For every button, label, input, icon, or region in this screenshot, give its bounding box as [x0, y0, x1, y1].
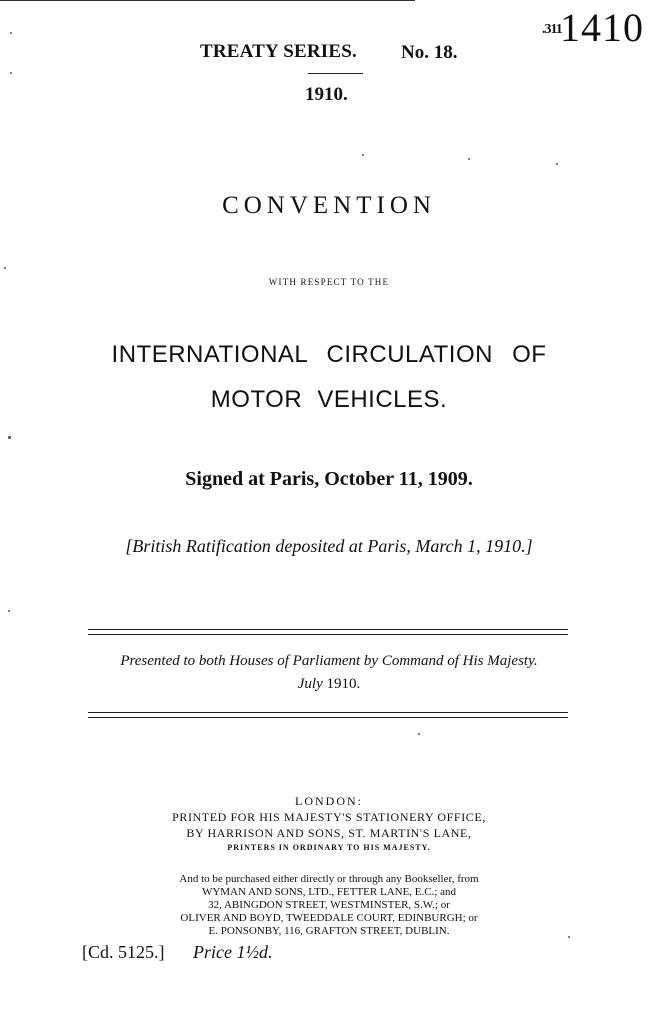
double-rule-lower: [88, 712, 568, 718]
series-year: 1910.: [305, 84, 348, 105]
purchase-line: WYMAN AND SONS, LTD., FETTER LANE, E.C.; and: [201, 886, 457, 898]
stamp-prefix: .311: [542, 22, 562, 37]
purchase-line: OLIVER AND BOYD, TWEEDDALE COURT, EDINBURGH; or: [180, 912, 478, 924]
document-subtitle: WITH RESPECT TO THE: [268, 277, 390, 287]
heading-line-1: INTERNATIONAL CIRCULATION OF: [111, 341, 547, 368]
scan-speck: [568, 936, 570, 938]
scan-speck: [8, 610, 10, 612]
stamp-number: 1410: [560, 5, 644, 50]
purchase-line: And to be purchased either directly or through any Bookseller, from: [179, 873, 479, 885]
scan-speck: [418, 733, 420, 735]
imprint-printed-by: BY HARRISON AND SONS, ST. MARTIN'S LANE,: [186, 826, 472, 840]
signed-line: Signed at Paris, October 11, 1909.: [185, 468, 473, 490]
imprint-printed-for: PRINTED FOR HIS MAJESTY'S STATIONERY OFFICE,: [172, 810, 486, 824]
series-title: TREATY SERIES.: [200, 41, 357, 62]
scan-speck: [362, 154, 364, 156]
imprint-printers: PRINTERS IN ORDINARY TO HIS MAJESTY.: [227, 843, 431, 852]
scan-speck: [8, 436, 11, 439]
series-number: No. 18.: [401, 42, 458, 63]
price: Price 1½d.: [193, 942, 273, 962]
double-rule-upper: [88, 629, 568, 635]
ratification-note: [British Ratification deposited at Paris, March 1, 1910.]: [125, 536, 533, 556]
heading-line-2: MOTOR VEHICLES.: [210, 386, 448, 413]
scan-speck: [556, 163, 558, 165]
purchase-line: E. PONSONBY, 116, GRAFTON STREET, DUBLIN.: [208, 925, 450, 937]
presented-month: July: [297, 676, 323, 692]
command-number: [Cd. 5125.]: [82, 942, 165, 962]
top-rule: [0, 0, 415, 1]
purchase-line: 32, ABINGDON STREET, WESTMINSTER, S.W.; or: [208, 899, 450, 911]
presented-date: [0, 676, 658, 693]
imprint-city: LONDON:: [295, 794, 363, 808]
scan-speck: [10, 72, 12, 74]
scan-speck: [10, 32, 12, 34]
scan-speck: [4, 267, 6, 269]
series-rule: [308, 73, 363, 74]
document-title: CONVENTION: [222, 192, 436, 219]
presented-year: 1910.: [326, 676, 361, 692]
presented-line: Presented to both Houses of Parliament by Command of His Majesty.: [120, 653, 538, 669]
scan-speck: [468, 158, 470, 160]
